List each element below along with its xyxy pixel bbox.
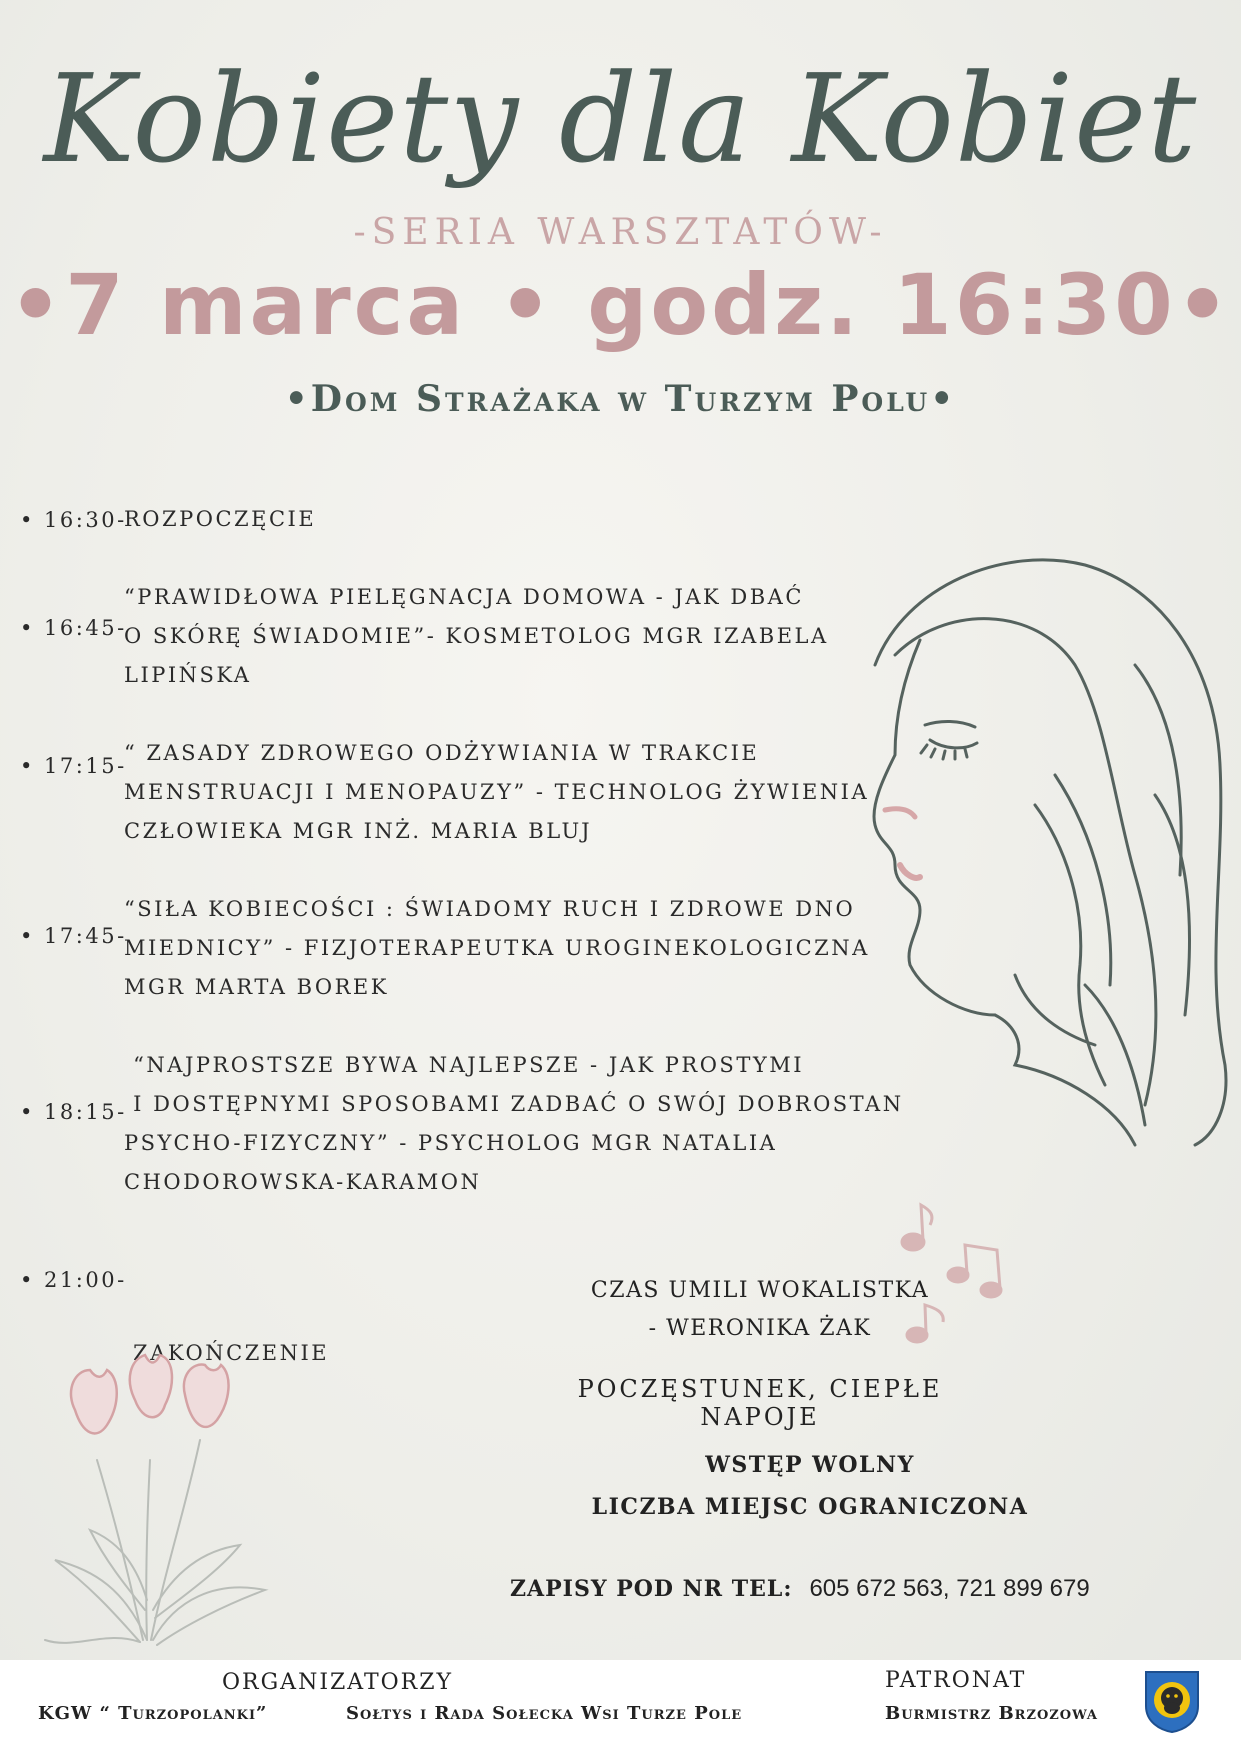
organizer-1: KGW “ Turzopolanki” <box>38 1703 268 1724</box>
schedule-time: • 16:45- <box>20 616 127 640</box>
schedule-item: ROZPOCZĘCIE <box>124 507 317 531</box>
schedule-item: “NAJPROSTSZE BYWA NAJLEPSZE - JAK PROSTYMI I DOSTĘPNYMI SPOSOBAMI ZADBAĆ O SWÓJ DOBROSTAN PSYCHO-FIZYCZNY” - PSYCHOLOG MGR NATALIA CHODOROWSKA-KARAMON <box>124 1053 904 1194</box>
event-date-time: •7 marca • godz. 16:30• <box>8 256 1233 354</box>
organizer-2: Sołtys i Rada Sołecka Wsi Turze Pole <box>346 1703 743 1724</box>
singer-line-1: CZAS UMILI WOKALISTKA <box>590 1278 930 1303</box>
schedule-time: • 21:00- <box>20 1268 127 1292</box>
tulips-illustration <box>35 1350 305 1650</box>
organizers-heading: ORGANIZATORZY <box>222 1670 454 1695</box>
signup-label: ZAPISY POD NR TEL: <box>510 1576 793 1602</box>
schedule-item: ZAKOŃCZENIE <box>124 1341 330 1365</box>
singer-line-2: - WERONIKA ŻAK <box>648 1316 872 1341</box>
coat-of-arms-icon <box>1142 1668 1202 1734</box>
schedule-time: • 16:30- <box>20 508 127 532</box>
event-title: Kobiety dla Kobiet <box>43 48 1198 190</box>
woman-face-line-art <box>835 545 1235 1155</box>
signup-phones: 605 672 563, 721 899 679 <box>809 1575 1090 1602</box>
event-venue: •Dom Strażaka w Turzym Polu• <box>284 378 957 420</box>
schedule-time: • 17:45- <box>20 924 127 948</box>
entry-line-1: WSTĘP WOLNY <box>705 1452 915 1478</box>
signup <box>510 1575 1110 1603</box>
event-subtitle: -SERIA WARSZTATÓW- <box>353 212 888 253</box>
schedule-item: “SIŁA KOBIECOŚCI : ŚWIADOMY RUCH I ZDROWE DNO MIEDNICY” - FIZJOTERAPEUTKA UROGINEKOLOGICZNA MGR MARTA BOREK <box>124 897 870 999</box>
patronage-heading: PATRONAT <box>885 1668 1027 1693</box>
schedule-item: “ ZASADY ZDROWEGO ODŻYWIANIA W TRAKCIE MENSTRUACJI I MENOPAUZY” - TECHNOLOG ŻYWIENIA CZŁOWIEKA MGR INŻ. MARIA BLUJ <box>124 741 870 843</box>
refreshments: POCZĘSTUNEK, CIEPŁE NAPOJE <box>577 1375 943 1431</box>
entry-line-2: LICZBA MIEJSC OGRANICZONA <box>591 1494 1029 1520</box>
schedule-item: “PRAWIDŁOWA PIELĘGNACJA DOMOWA - JAK DBAĆ O SKÓRĘ ŚWIADOMIE”- KOSMETOLOG MGR IZABELA LIPIŃSKA <box>124 585 829 687</box>
patron: Burmistrz Brzozowa <box>885 1703 1098 1724</box>
schedule-time: • 17:15- <box>20 754 127 778</box>
schedule-time: • 18:15- <box>20 1100 127 1124</box>
